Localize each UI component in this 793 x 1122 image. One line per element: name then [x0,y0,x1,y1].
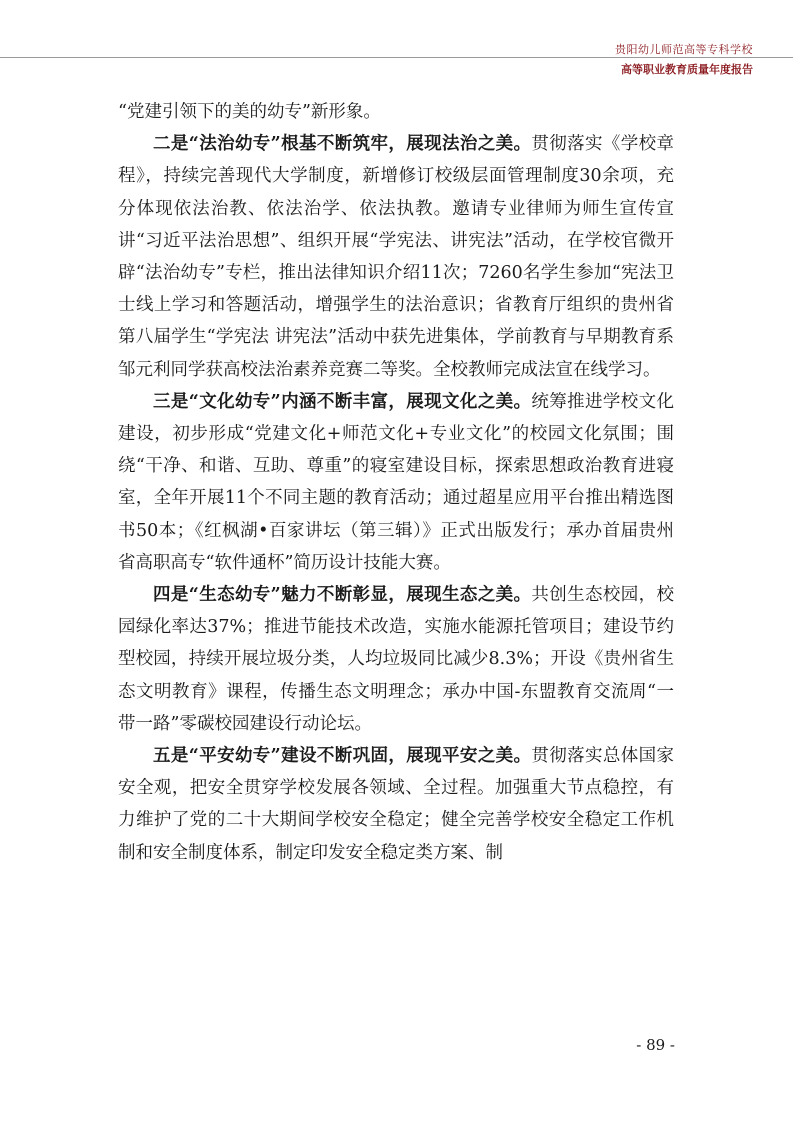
paragraph-5-lead: 五是“平安幼专”建设不断巩固，展现平安之美。 [153,746,532,767]
paragraph-1-text: “党建引领下的美的幼专”新形象。 [118,102,381,122]
paragraph-3-text: 统筹推进学校文化建设，初步形成“党建文化+师范文化+专业文化”的校园文化氛围；围绕“干净、和谐、互助、尊重”的寝室建设目标，探索思想政治教育进寝室，全年开展11个不同主题的教育活动；通过超星应用平台推出精选图书50本；《红枫湖•百家讲坛（第三辑）》正式出版发行；承办首届贵州省高职高专“软件通杯”简历设计技能大赛。 [118,391,674,573]
paragraph-1 [118,96,674,128]
paragraph-3-lead: 三是“文化幼专”内涵不断丰富，展现文化之美。 [153,391,532,412]
paragraph-4-text: 共创生态校园，校园绿化率达37%；推进节能技术改造，实施水能源托管项目；建设节约型校园，持续开展垃圾分类，人均垃圾同比减少8.3%；开设《贵州省生态文明教育》课程，传播生态文明理念；承办中国-东盟教育交流周“一带一路”零碳校园建设行动论坛。 [118,585,674,734]
paragraph-2-text: 贯彻落实《学校章程》，持续完善现代大学制度，新增修订校级层面管理制度30余项，充分体现依法治教、依法治学、依法执教。邀请专业律师为师生宣传宣讲“习近平法治思想”、组织开展“学宪法、讲宪法”活动，在学校官微开辟“法治幼专”专栏，推出法律知识介绍11次；7260名学生参加“宪法卫士线上学习和答题活动，增强学生的法治意识；省教育厅组织的贵州省第八届学生“学宪法 讲宪法”活动中获先进集体，学前教育与早期教育系邹元利同学获高校法治素养竞赛二等奖。全校教师完成法宣在线学习。 [118,134,674,380]
header-school-name: 贵阳幼儿师范高等专科学校 [615,43,753,56]
paragraph-4 [118,579,674,740]
page-number: - 89 - [636,1036,675,1054]
header-report-title: 高等职业教育质量年度报告 [621,63,753,76]
paragraph-2 [118,128,674,386]
paragraph-3 [118,386,674,579]
paragraph-2-lead: 二是“法治幼专”根基不断筑牢，展现法治之美。 [153,134,532,155]
header-divider [0,57,793,58]
paragraph-5-text: 贯彻落实总体国家安全观，把安全贯穿学校发展各领域、全过程。加强重大节点稳控，有力维护了党的二十大期间学校安全稳定；健全完善学校安全稳定工作机制和安全制度体系，制定印发安全稳定类方案、制 [118,746,674,863]
paragraph-4-lead: 四是“生态幼专”魅力不断彰显，展现生态之美。 [153,585,532,606]
paragraph-5 [118,740,674,869]
body-text [118,96,674,869]
